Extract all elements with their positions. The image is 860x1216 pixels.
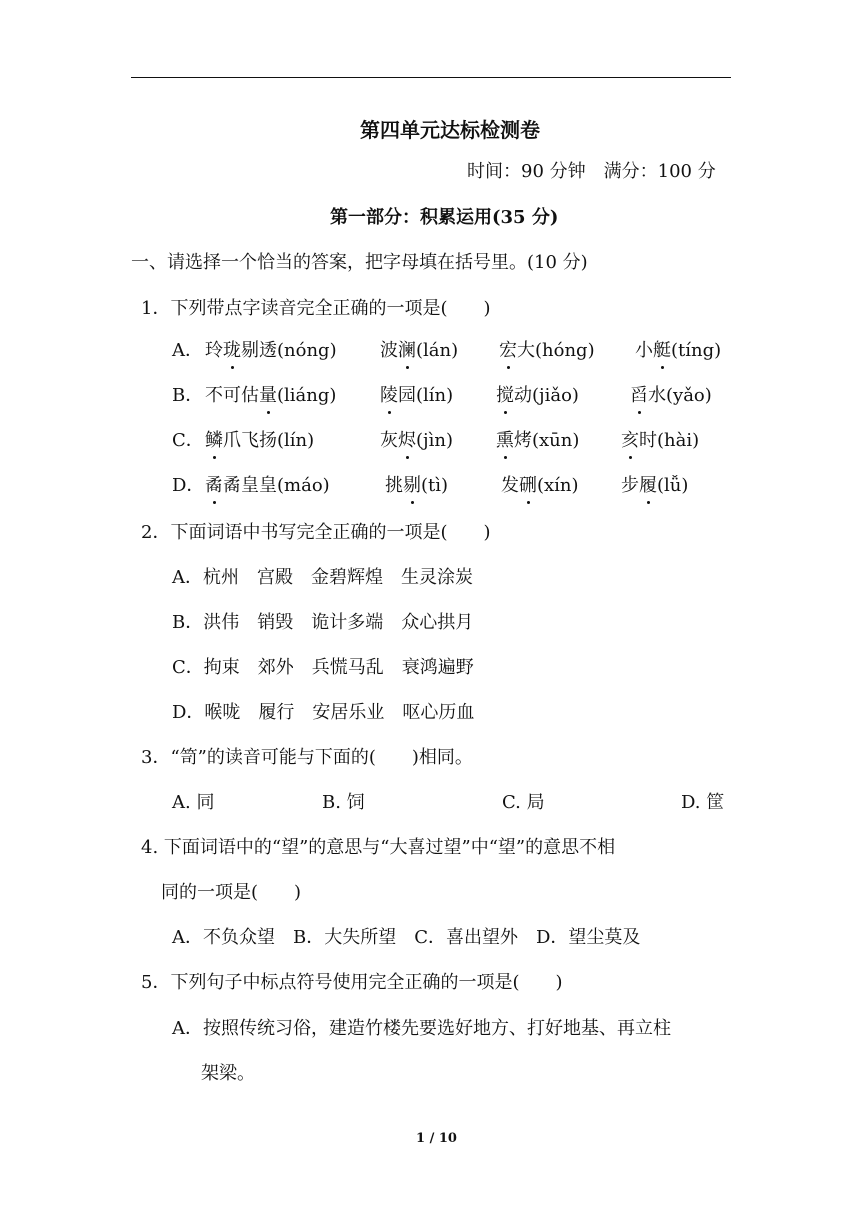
q3-option-d: D. 筐: [681, 792, 725, 813]
q5-option-a-line-2: 架梁。: [201, 1063, 255, 1084]
question-4-stem-line-2: 同的一项是( ): [161, 882, 302, 903]
q1-option-a-item-2: 波澜(lán): [380, 340, 459, 361]
section-heading: 一、请选择一个恰当的答案，把字母填在括号里。(10 分): [131, 252, 588, 273]
q1-option-c-item-4: 亥时(hài): [621, 430, 700, 451]
q1-option-c-item-3: 熏烤(xūn): [496, 430, 580, 451]
q1-option-b-item-2: 陵园(lín): [380, 385, 454, 406]
q1-option-a-item-1: 玲珑剔透(nóng): [205, 340, 337, 361]
page-number: 1 / 10: [416, 1131, 457, 1146]
q1-option-a-item-3: 宏大(hóng): [499, 340, 595, 361]
q1-option-c-item-2: 灰烬(jìn): [380, 430, 453, 451]
q1-option-b-item-4: 舀水(yǎo): [630, 385, 712, 406]
time-score-info: 时间：90 分钟 满分：100 分: [467, 161, 716, 182]
question-1-stem: 1．下列带点字读音完全正确的一项是( ): [141, 298, 491, 319]
q3-option-b: B. 饲: [322, 792, 365, 813]
q1-option-d-item-2: 挑剔(tì): [385, 475, 449, 496]
q1-option-b-item-3: 搅动(jiǎo): [496, 385, 579, 406]
q1-option-b-item-1: 不可估量(liáng): [205, 385, 337, 406]
header-rule: [131, 77, 731, 78]
q1-option-d-item-1: 矞矞皇皇(máo): [205, 475, 330, 496]
q1-option-c-label: C．: [172, 430, 204, 451]
q2-option-d: D．喉咙 履行 安居乐业 呕心历血: [172, 702, 475, 723]
question-2-stem: 2．下面词语中书写完全正确的一项是( ): [141, 522, 491, 543]
q1-option-c-item-1: 鳞爪飞扬(lín): [205, 430, 315, 451]
part-heading: 第一部分：积累运用(35 分): [330, 207, 559, 228]
question-3-stem: 3．“笥”的读音可能与下面的( )相同。: [141, 747, 473, 768]
question-4-stem-line-1: 4. 下面词语中的“望”的意思与“大喜过望”中“望”的意思不相: [141, 837, 616, 858]
q2-option-c: C．拘束 郊外 兵慌马乱 衰鸿遍野: [172, 657, 474, 678]
q1-option-a-label: A．: [172, 340, 203, 361]
q1-option-d-item-3: 发硎(xín): [501, 475, 579, 496]
q1-option-d-label: D．: [172, 475, 205, 496]
q1-option-a-item-4: 小艇(tíng): [635, 340, 722, 361]
question-5-stem: 5．下列句子中标点符号使用完全正确的一项是( ): [141, 972, 563, 993]
q1-option-b-label: B．: [172, 385, 204, 406]
q2-option-b: B．洪伟 销毁 诡计多端 众心拱月: [172, 612, 474, 633]
q4-options: A．不负众望 B．大失所望 C．喜出望外 D．望尘莫及: [172, 927, 641, 948]
q3-option-c: C. 局: [502, 792, 545, 813]
q1-option-d-item-4: 步履(lǚ): [621, 475, 689, 496]
exam-title: 第四单元达标检测卷: [360, 118, 540, 142]
q2-option-a: A．杭州 宫殿 金碧辉煌 生灵涂炭: [172, 567, 473, 588]
q3-option-a: A. 同: [172, 792, 215, 813]
q5-option-a-line-1: A．按照传统习俗，建造竹楼先要选好地方、打好地基、再立柱: [172, 1018, 671, 1039]
